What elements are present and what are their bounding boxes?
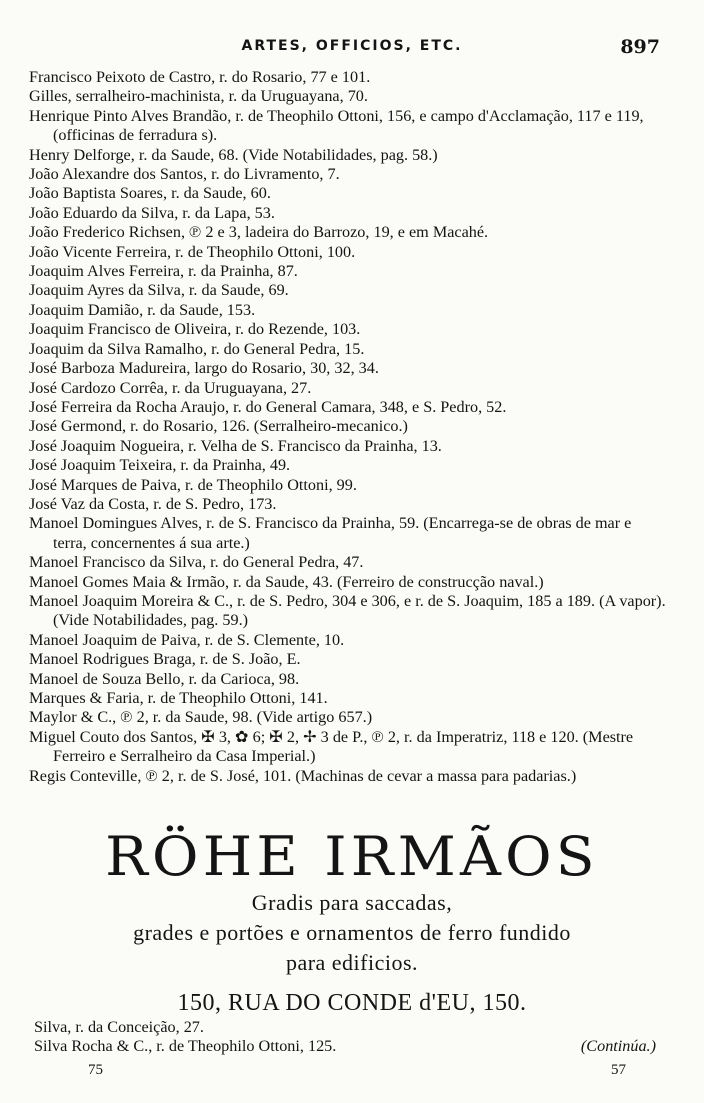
list-item: João Eduardo da Silva, r. da Lapa, 53. [29,203,275,222]
list-item: Joaquim Damião, r. da Saude, 153. [29,300,256,319]
list-item: José Barboza Madureira, largo do Rosario, 30, 32, 34. [29,359,379,378]
footer-right-number: 57 [611,1062,626,1078]
list-item: José Cardozo Corrêa, r. da Uruguayana, 27. [29,378,312,397]
list-item: João Frederico Richsen, ℗ 2 e 3, ladeira do Barrozo, 19, e em Macahé. [29,223,489,242]
list-item: José Marques de Paiva, r. de Theophilo Ottoni, 99. [29,475,357,494]
list-item: Maylor & C., ℗ 2, r. da Saude, 98. (Vide artigo 657.) [29,708,373,727]
list-item: Joaquim Francisco de Oliveira, r. do Rezende, 103. [29,320,361,339]
ad-address: 150, RUA DO CONDE d'EU, 150. [177,990,527,1016]
list-item: João Alexandre dos Santos, r. do Livramento, 7. [29,165,340,184]
ad-line-3: para edificios. [285,950,419,975]
page-footer [0,1062,704,1082]
ad-line-1: Gradis para saccadas, [251,890,453,915]
list-item: Henry Delforge, r. da Saude, 68. (Vide Notabilidades, pag. 58.) [29,145,438,164]
list-item: Joaquim da Silva Ramalho, r. do General Pedra, 15. [29,339,365,358]
ad-line-2: grades e portões e ornamentos de ferro fundido [133,920,571,945]
list-item: Joaquim Alves Ferreira, r. da Prainha, 87. [29,262,298,281]
section-title: ARTES, OFFICIOS, ETC. [241,38,463,54]
list-item: Manoel de Souza Bello, r. da Carioca, 98. [29,669,300,688]
list-item: Manoel Domingues Alves, r. de S. Francisco da Prainha, 59. (Encarrega-se de obras de mar e terra, concernentes á sua arte.) [29,514,632,552]
list-item: José Germond, r. do Rosario, 126. (Serralheiro-mecanico.) [29,417,408,436]
list-item: Manoel Joaquim de Paiva, r. de S. Clemente, 10. [29,630,345,649]
continua-note: (Continúa.) [580,1037,656,1056]
list-item: Miguel Couto dos Santos, ✠ 3, ✿ 6; ✠ 2, ✢ 3 de P., ℗ 2, r. da Imperatriz, 118 e 120. (Mestre Ferreiro e Serralheiro da Casa Imperial.) [29,727,634,766]
list-item: Henrique Pinto Alves Brandão, r. de Theophilo Ottoni, 156, e campo d'Acclamação, 117 e 119, (officinas de ferradura s). [29,106,644,145]
list-item: Manoel Joaquim Moreira & C., r. de S. Pedro, 304 e 306, e r. de S. Joaquim, 185 a 189. (A vapor). (Vide Notabilidades, pag. 59.) [29,591,666,630]
list-item: José Vaz da Costa, r. de S. Pedro, 173. [29,494,277,513]
list-item: José Ferreira da Rocha Araujo, r. do General Camara, 348, e S. Pedro, 52. [29,397,507,416]
list-item: Manoel Rodrigues Braga, r. de S. João, E. [29,650,301,669]
list-item: Joaquim Ayres da Silva, r. da Saude, 69. [29,281,289,300]
list-item: Gilles, serralheiro-machinista, r. da Uruguayana, 70. [29,87,368,106]
advertisement [0,826,704,1020]
ad-company-name: RÖHE IRMÃOS [105,825,599,888]
list-item: Silva, r. da Conceição, 27. [34,1018,204,1036]
list-item-with-continuation [34,1037,674,1056]
directory-list [29,68,669,786]
continued-list [34,1018,674,1057]
list-item: Silva Rocha & C., r. de Theophilo Ottoni, 125. [34,1037,337,1056]
list-item: Manoel Gomes Maia & Irmão, r. da Saude, 43. (Ferreiro de construcção naval.) [29,572,544,591]
list-item: Regis Conteville, ℗ 2, r. de S. José, 101. (Machinas de cevar a massa para padarias.) [29,766,577,785]
page-header [0,36,704,60]
page-number: 897 [620,36,660,58]
list-item: Francisco Peixoto de Castro, r. do Rosario, 77 e 101. [29,68,371,86]
footer-left-number: 75 [88,1062,103,1078]
list-item: Marques & Faria, r. de Theophilo Ottoni, 141. [29,689,328,707]
list-item: José Joaquim Nogueira, r. Velha de S. Francisco da Prainha, 13. [29,436,442,455]
list-item: João Vicente Ferreira, r. de Theophilo Ottoni, 100. [29,242,356,261]
list-item: Manoel Francisco da Silva, r. do General Pedra, 47. [29,553,364,572]
list-item: José Joaquim Teixeira, r. da Prainha, 49. [29,456,291,475]
list-item: João Baptista Soares, r. da Saude, 60. [29,184,271,203]
